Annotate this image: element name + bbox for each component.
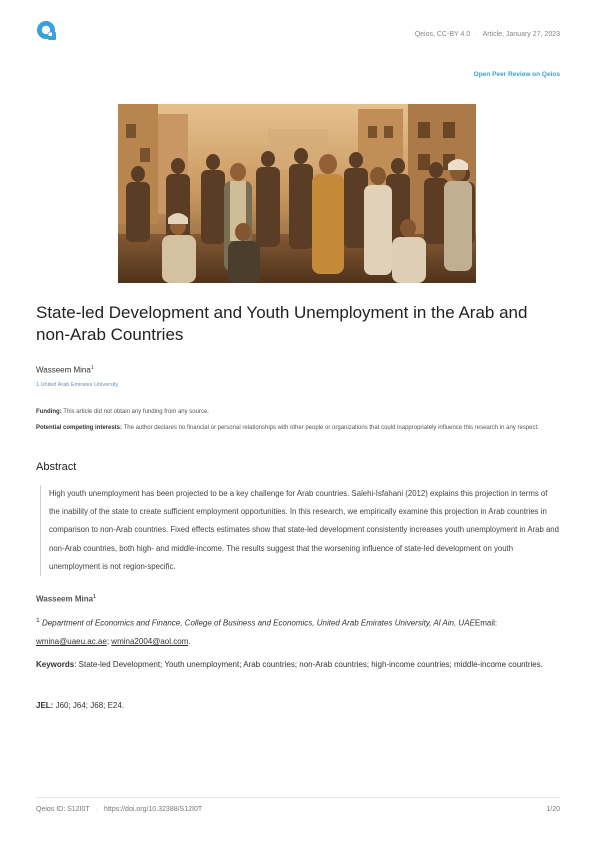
email-label: Email:: [474, 618, 498, 628]
article-title: State-led Development and Youth Unemployment in the Arab and non-Arab Countries: [36, 303, 528, 344]
author-block-superscript: 1: [93, 594, 96, 600]
open-peer-review-link[interactable]: Open Peer Review on Qeios: [473, 71, 560, 78]
keywords-text: : State-led Development; Youth unemployment; Arab countries; non-Arab countries; high-income countries; middle-income countries.: [74, 660, 543, 669]
keywords-label: Keywords: [36, 660, 75, 669]
abstract-block: [40, 485, 559, 576]
competing-label: Potential competing interests:: [36, 425, 123, 431]
doi-link[interactable]: https://doi.org/10.32388/S12I0T: [104, 806, 203, 813]
qeios-id: Qeios ID: S12I0T: [36, 806, 90, 813]
footer-divider: [36, 797, 560, 798]
keywords: [36, 656, 556, 673]
affiliation-short: 1 United Arab Emirates University: [36, 382, 119, 388]
funding-label: Funding:: [36, 409, 62, 415]
qeios-logo-icon[interactable]: [36, 20, 58, 42]
header-separator: ·: [475, 31, 478, 38]
article-date: Article, January 27, 2023: [482, 31, 560, 38]
footer-separator: ·: [95, 806, 99, 813]
affiliation-department: Department of Economics and Finance, College of Business and Economics, United Arab Emirates University, Al Ain, UAE: [41, 618, 475, 628]
jel-text: J60; J64; J68; E24.: [53, 701, 125, 710]
email-end: .: [188, 636, 191, 646]
author-superscript: 1: [90, 365, 94, 371]
author-block-name: [36, 594, 96, 604]
abstract-text: High youth unemployment has been projected to be a key challenge for Arab countries. Salehi-Isfahani (2012) explains this projection in terms of the inability of the state to create sufficient employment opportunities. In this research, we empirically examine this projection in Arab countries in comparison to non-Arab countries. Fixed effects estimates show that state-led development consistently increases youth unemployment in Arab and non-Arab countries, both high- and middle-income. The results suggest that the worsening influence of state-led development on youth unemployment is not region-specific.: [49, 489, 559, 571]
page-number: 1/20: [546, 806, 560, 813]
footer-left: [36, 806, 202, 813]
competing-interests-statement: [36, 424, 556, 432]
abstract-heading: Abstract: [36, 461, 77, 473]
email-separator: ;: [106, 636, 110, 646]
funding-text: This article did not obtain any funding from any source.: [63, 409, 209, 415]
competing-text: The author declares no financial or personal relationships with other people or organizations that could inappropriately influence this research in any respect.: [123, 425, 539, 431]
license-text: Qeios, CC-BY 4.0: [414, 31, 471, 38]
hero-image: [118, 104, 476, 283]
email-link-1[interactable]: wmina@uaeu.ac.ae: [36, 636, 107, 646]
author-line: [36, 365, 94, 375]
jel-codes: [36, 701, 124, 710]
email-link-2[interactable]: wmina2004@aol.com: [111, 636, 189, 646]
header-meta: [415, 31, 560, 38]
jel-label: JEL:: [36, 701, 54, 710]
author-block-name-text: Wasseem Mina: [36, 594, 94, 604]
funding-statement: [36, 408, 556, 416]
affiliation-full: [36, 612, 561, 651]
affiliation-superscript: 1: [36, 617, 40, 624]
author-name[interactable]: Wasseem Mina: [36, 365, 91, 375]
